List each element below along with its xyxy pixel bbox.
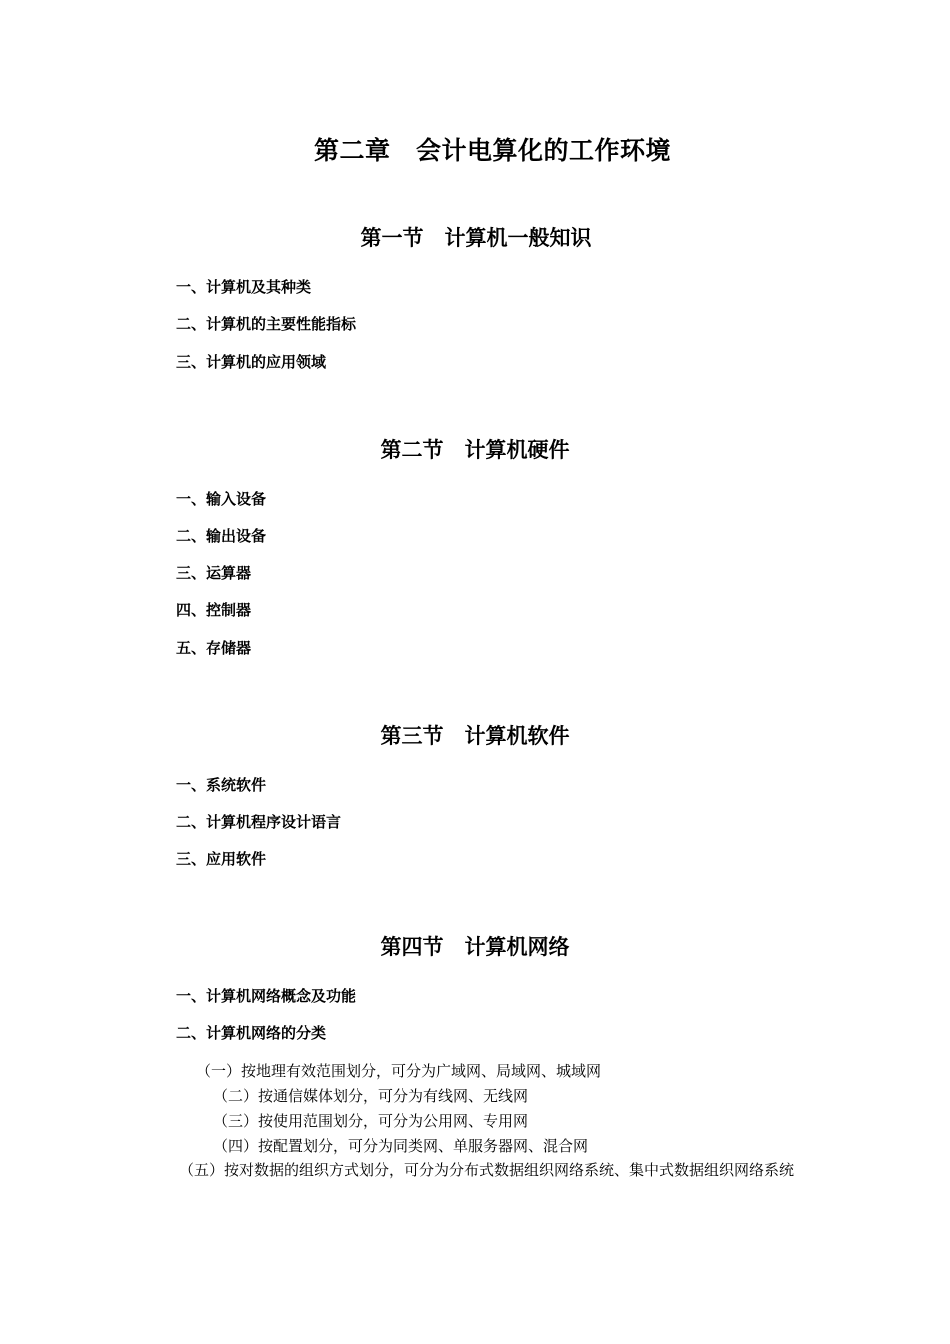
network-class-config: （四）按配置划分，可分为同类网、单服务器网、混合网 — [213, 1137, 589, 1155]
chapter-title: 第二章 会计电算化的工作环境 — [313, 136, 671, 165]
section-3-title: 第三节 计算机软件 — [380, 723, 570, 748]
section-1-title: 第一节 计算机一般知识 — [360, 225, 592, 250]
section-2-item-1: 一、输入设备 — [176, 490, 267, 508]
section-1-item-1: 一、计算机及其种类 — [176, 278, 312, 296]
section-3-item-2: 二、计算机程序设计语言 — [176, 813, 342, 831]
section-3-item-1: 一、系统软件 — [176, 776, 267, 794]
section-2-item-5: 五、存储器 — [176, 639, 252, 657]
section-4-item-2: 二、计算机网络的分类 — [176, 1024, 327, 1042]
network-class-media: （二）按通信媒体划分，可分为有线网、无线网 — [213, 1087, 529, 1105]
network-class-geographic: （一）按地理有效范围划分，可分为广域网、局域网、城域网 — [196, 1062, 602, 1080]
section-1-item-2: 二、计算机的主要性能指标 — [176, 315, 357, 333]
section-2-item-3: 三、运算器 — [176, 564, 252, 582]
section-4-item-1: 一、计算机网络概念及功能 — [176, 987, 357, 1005]
section-3-item-3: 三、应用软件 — [176, 850, 267, 868]
section-1-item-3: 三、计算机的应用领域 — [176, 353, 327, 371]
section-4-title: 第四节 计算机网络 — [380, 934, 570, 959]
network-class-data-organization: （五）按对数据的组织方式划分，可分为分布式数据组织网络系统、集中式数据组织网络系统 — [179, 1161, 795, 1179]
section-2-item-2: 二、输出设备 — [176, 527, 267, 545]
network-class-usage: （三）按使用范围划分，可分为公用网、专用网 — [213, 1112, 529, 1130]
section-2-title: 第二节 计算机硬件 — [380, 437, 570, 462]
section-2-item-4: 四、控制器 — [176, 601, 252, 619]
